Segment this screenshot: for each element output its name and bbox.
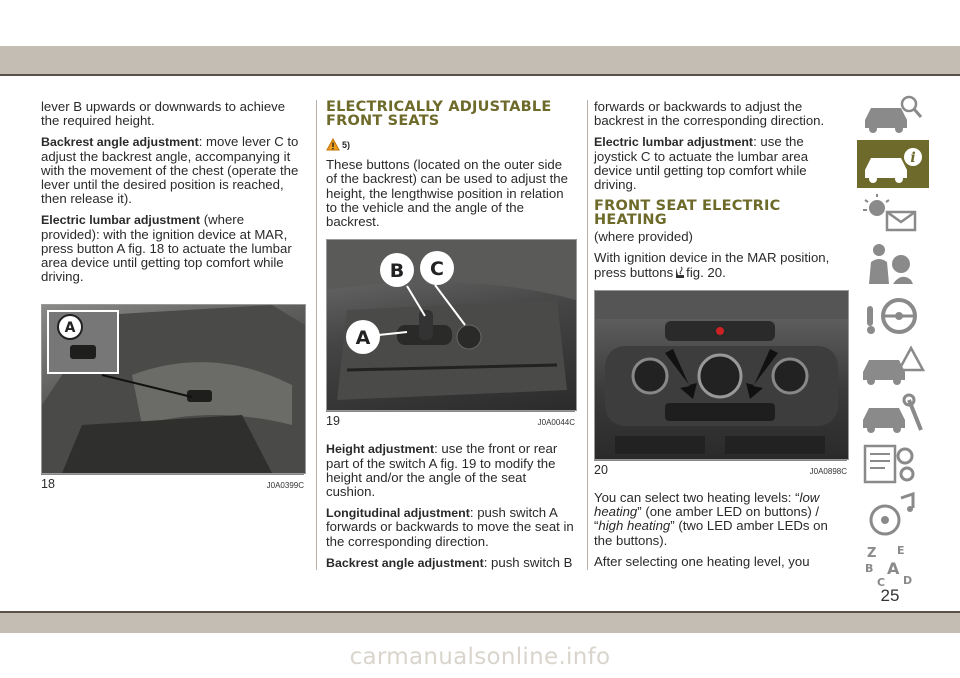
figure-19-code: J0A0044C <box>537 418 575 428</box>
car-crash-icon <box>857 340 929 388</box>
watermark: carmanualsonline.info <box>349 644 611 670</box>
bottom-band <box>0 613 960 633</box>
column-2 <box>326 100 576 577</box>
warning-triangle-icon <box>326 138 340 151</box>
car-search-icon <box>857 90 929 138</box>
fig19-letter-c: C <box>430 258 444 281</box>
label-lumbar: Electric lumbar adjustment <box>41 213 201 228</box>
text-press-buttons: With ignition device in the MAR position, press buttons <box>594 250 830 280</box>
tab-index[interactable] <box>857 540 929 588</box>
label-joystick: Electric lumbar adjustment <box>594 135 754 150</box>
tab-service[interactable] <box>857 390 929 438</box>
tab-car-info[interactable] <box>857 140 929 188</box>
index-letter-z: Z <box>867 546 877 561</box>
figure-20-code: J0A0898C <box>809 466 847 476</box>
paragraph-lever-b: lever B upwards or downwards to achieve the required height. <box>41 99 286 129</box>
paragraph-backrest-direction: forwards or backwards to adjust the backrest in the corresponding direction. <box>594 99 825 129</box>
car-service-icon <box>857 390 929 438</box>
seat-controls-photo <box>327 240 576 410</box>
text-levels-c: ” (two LED amber LEDs on the buttons). <box>594 518 828 548</box>
section-heading-electric-seats: ELECTRICALLY ADJUSTABLE FRONT SEATS <box>326 99 552 129</box>
climate-panel-photo <box>595 291 848 459</box>
paragraph-buttons: These buttons (located on the outer side of the backrest) can be used to adjust the height, the lengthwise position in relation to the vehicle and the angle of the backrest. <box>326 157 568 230</box>
text-low-heating: low heating <box>594 490 820 520</box>
tab-safety[interactable] <box>857 240 929 288</box>
text-high-heating: high heating <box>598 518 671 534</box>
paragraph-press-buttons <box>594 251 848 279</box>
tab-warning-lights[interactable] <box>857 190 929 238</box>
label-longitudinal: Longitudinal adjustment <box>326 506 470 521</box>
text-height: : use the front or rear part of the switch A fig. 19 to modify the height and/or the angle of the seat cushion. <box>326 441 558 500</box>
text-backrest-b: : push switch B <box>483 554 573 570</box>
text-levels-b: ” (one amber LED on buttons) / “ <box>594 504 820 534</box>
fig18-letter-a: A <box>64 320 76 337</box>
figure-20-number: 20 <box>594 462 608 477</box>
index-letter-a: A <box>887 559 900 578</box>
paragraph-where-provided: (where provided) <box>594 229 693 245</box>
paragraph-backrest-angle <box>41 135 306 206</box>
tab-emergency[interactable] <box>857 340 929 388</box>
label-height: Height adjustment <box>326 442 435 457</box>
airbag-people-icon <box>857 240 929 288</box>
column-divider-1 <box>316 100 317 570</box>
figure-18-caption <box>41 474 304 493</box>
tab-driving[interactable] <box>857 290 929 338</box>
text-levels-a: You can select two heating levels: “ <box>594 490 800 506</box>
top-band-line <box>0 74 960 76</box>
column-1 <box>41 100 306 494</box>
paragraph-heating-levels <box>594 491 848 548</box>
index-letter-b: B <box>865 562 874 575</box>
page-number: 25 <box>880 586 900 605</box>
text-longitudinal: : push switch A forwards or backwards to move the seat in the corresponding direction. <box>326 505 574 549</box>
text-fig-20-ref: fig. 20. <box>686 264 726 280</box>
label-backrest-b: Backrest angle adjustment <box>326 555 484 570</box>
seat-heating-icon <box>673 266 686 280</box>
section-heading-seat-heating: FRONT SEAT ELECTRIC HEATING <box>594 198 781 229</box>
paragraph-longitudinal <box>326 506 576 549</box>
paragraph-height <box>326 442 576 499</box>
tab-multimedia[interactable] <box>857 490 929 538</box>
alphabetical-index-icon <box>857 540 929 588</box>
index-letter-c: C <box>877 576 886 588</box>
index-letter-e: E <box>897 544 905 557</box>
car-info-icon <box>857 140 929 188</box>
warning-reference <box>326 138 576 152</box>
index-letter-d: D <box>903 574 913 587</box>
text-lumbar: (where provided): with the ignition device at MAR, press button A fig. 18 to actuate the lumbar area device until getting top comfort while driving. <box>41 212 292 285</box>
paragraph-backrest-b <box>326 556 576 570</box>
tech-data-icon <box>857 440 929 488</box>
tab-technical-data[interactable] <box>857 440 929 488</box>
warning-reference-number: 5) <box>342 140 351 150</box>
figure-19-image <box>326 239 577 411</box>
figure-20-image <box>594 290 849 460</box>
steering-wheel-icon <box>857 290 929 338</box>
multimedia-icon <box>857 490 929 538</box>
figure-18-image <box>41 304 306 474</box>
paragraph-lumbar <box>41 213 306 284</box>
column-divider-2 <box>587 100 588 570</box>
svg-text:i: i <box>910 150 916 166</box>
text-backrest-angle: : move lever C to adjust the backrest angle, accompanying it with the movement of the chest (operate the lever until the desired position is reached, then release it). <box>41 134 299 207</box>
warning-lights-icon <box>857 190 929 238</box>
figure-18-number: 18 <box>41 477 55 492</box>
column-3 <box>594 100 848 576</box>
seat-photo <box>42 305 305 473</box>
paragraph-after-selecting: After selecting one heating level, you <box>594 553 810 569</box>
text-joystick: : use the joystick C to actuate the lumbar area device until getting top comfort while driving. <box>594 134 809 193</box>
figure-19-number: 19 <box>326 414 340 429</box>
figure-19-caption <box>326 411 575 430</box>
paragraph-joystick <box>594 135 848 192</box>
figure-20-caption <box>594 460 847 479</box>
top-band <box>0 46 960 74</box>
fig19-letter-a: A <box>355 327 371 350</box>
fig19-letter-b: B <box>389 260 405 283</box>
tab-getting-to-know-car[interactable] <box>857 90 929 138</box>
label-backrest-angle: Backrest angle adjustment <box>41 135 199 150</box>
figure-18-code: J0A0399C <box>266 481 304 491</box>
